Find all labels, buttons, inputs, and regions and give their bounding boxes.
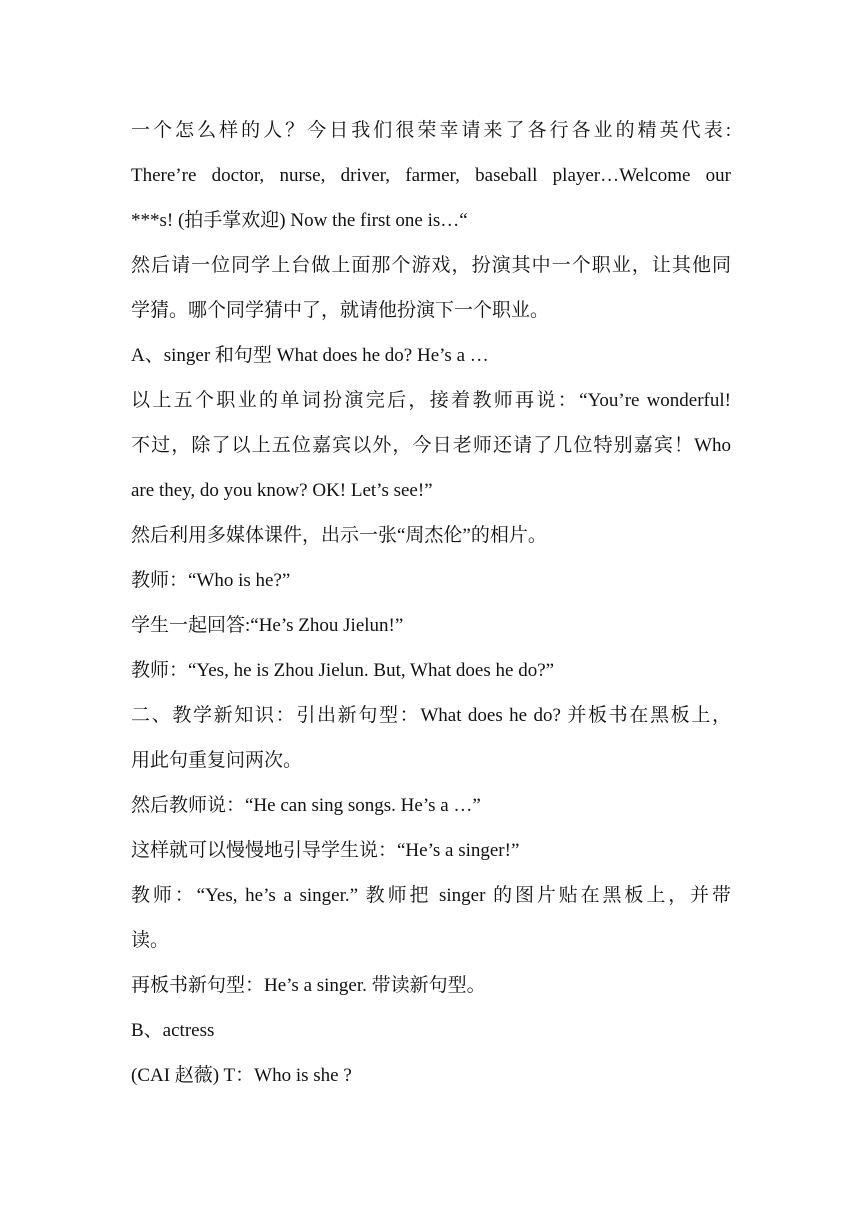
text-line: 二、教学新知识：引出新句型：What does he do? 并板书在黑板上， (131, 705, 731, 726)
text-line: 学生一起回答:“He’s Zhou Jielun!” (131, 615, 404, 636)
text-line: 不过，除了以上五位嘉宾以外，今日老师还请了几位特别嘉宾！Who (131, 435, 731, 456)
text-line: (CAI 赵薇) T：Who is she ? (131, 1065, 352, 1086)
text-line: There’re doctor, nurse, driver, farmer, baseball player…Welcome our (131, 165, 731, 186)
text-line: 一个怎么样的人？今日我们很荣幸请来了各行各业的精英代表: (131, 120, 731, 141)
text-line: 以上五个职业的单词扮演完后，接着教师再说：“You’re wonderful! (131, 390, 731, 411)
section-heading-b: B、actress (131, 1020, 215, 1041)
text-line: 读。 (131, 930, 170, 951)
text-line: 然后教师说：“He can sing songs. He’s a …” (131, 795, 481, 816)
text-line: 学猜。哪个同学猜中了，就请他扮演下一个职业。 (131, 300, 550, 321)
text-line: 教师：“Yes, he is Zhou Jielun. But, What does he do?” (131, 660, 555, 681)
text-line: are they, do you know? OK! Let’s see!” (131, 480, 433, 501)
text-line: 然后请一位同学上台做上面那个游戏，扮演其中一个职业，让其他同 (131, 255, 731, 276)
text-line: 再板书新句型：He’s a singer. 带读新句型。 (131, 975, 486, 996)
text-line: 这样就可以慢慢地引导学生说：“He’s a singer!” (131, 840, 520, 861)
text-line: 教师：“Yes, he’s a singer.” 教师把 singer 的图片贴在黑板上，并带 (131, 885, 731, 906)
text-line: 然后利用多媒体课件，出示一张“周杰伦”的相片。 (131, 525, 547, 546)
document-body (131, 108, 731, 1098)
section-heading-a: A、singer 和句型 What does he do? He’s a … (131, 345, 489, 366)
text-line: ***s! (拍手掌欢迎) Now the first one is…“ (131, 210, 468, 231)
text-line: 用此句重复问两次。 (131, 750, 303, 771)
text-line: 教师：“Who is he?” (131, 570, 291, 591)
